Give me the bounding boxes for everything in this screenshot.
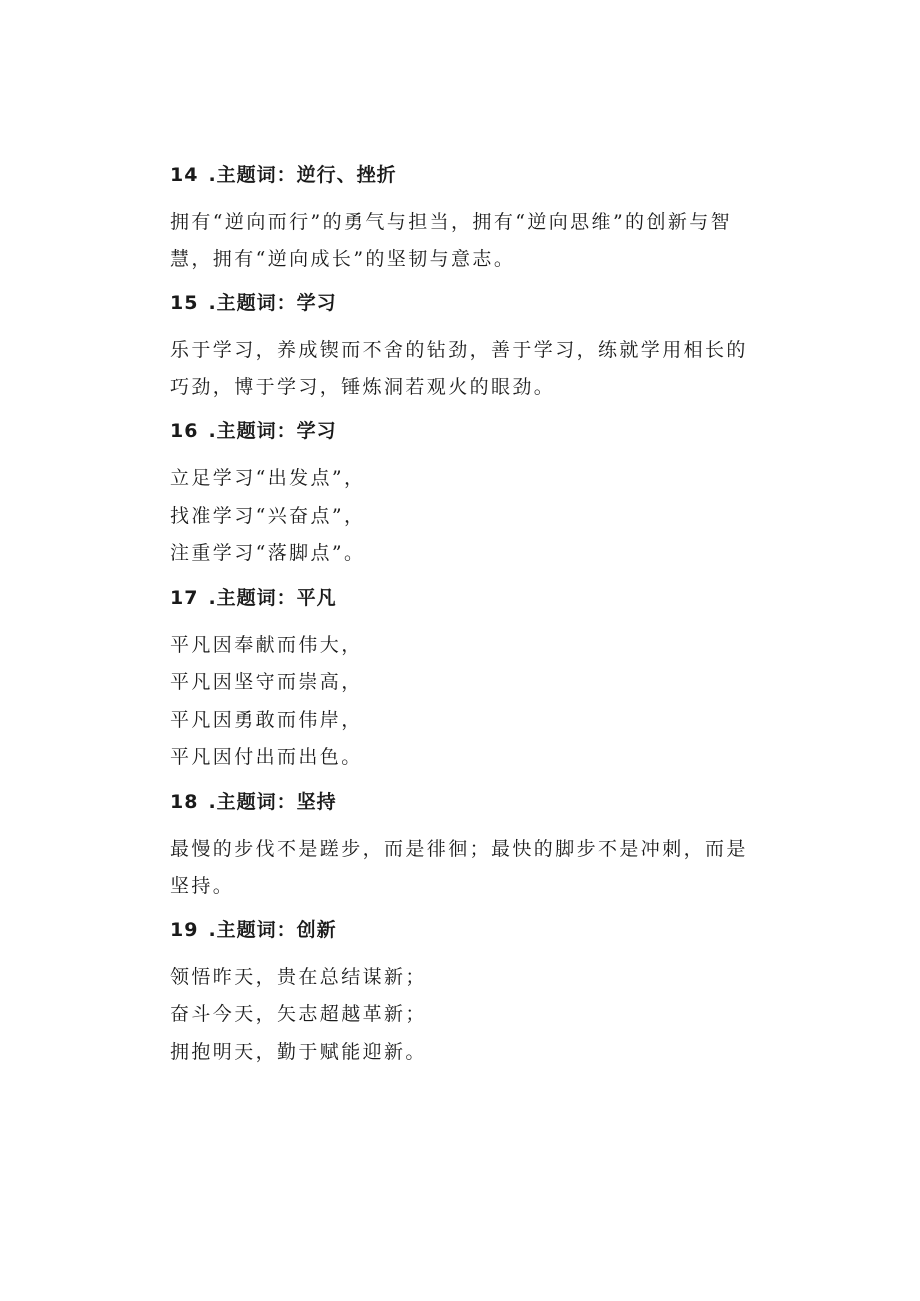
section-title: .主题词：平凡 bbox=[208, 586, 337, 609]
section-number: 15 bbox=[170, 292, 199, 314]
section-line: 平凡因奉献而伟大， bbox=[170, 633, 363, 656]
section-paragraph-18: 最慢的步伐不是蹉步，而是徘徊；最快的脚步不是冲刺，而是坚持。 bbox=[170, 837, 748, 897]
section-paragraph-14: 拥有“逆向而行”的勇气与担当，拥有“逆向思维”的创新与智慧，拥有“逆向成长”的坚韧与意志。 bbox=[170, 211, 733, 270]
section-lines-16 bbox=[170, 460, 760, 573]
section-line: 立足学习“出发点”， bbox=[170, 467, 366, 489]
section-heading-14 bbox=[170, 160, 760, 190]
section-title: .主题词：学习 bbox=[208, 292, 337, 314]
section-heading-19 bbox=[170, 915, 760, 945]
section-line: 找准学习“兴奋点”， bbox=[170, 504, 366, 527]
section-line: 平凡因勇敢而伟岸， bbox=[170, 708, 363, 731]
section-line: 平凡因付出而出色。 bbox=[170, 746, 363, 768]
section-number: 17 bbox=[170, 586, 199, 609]
section-number: 16 bbox=[170, 420, 199, 442]
section-lines-17 bbox=[170, 627, 760, 777]
section-number: 18 bbox=[170, 790, 199, 813]
section-title: .主题词：学习 bbox=[208, 420, 337, 442]
section-title: .主题词：坚持 bbox=[208, 790, 337, 813]
section-line: 奋斗今天，矢志超越革新； bbox=[170, 1003, 427, 1025]
document-body bbox=[170, 160, 760, 1081]
section-lines-19 bbox=[170, 959, 760, 1072]
section-line: 注重学习“落脚点”。 bbox=[170, 542, 366, 564]
section-number: 14 bbox=[170, 164, 199, 186]
section-paragraph-15: 乐于学习，养成锲而不舍的钻劲，善于学习，练就学用相长的巧劲，博于学习，锤炼洞若观火的眼劲。 bbox=[170, 339, 748, 398]
section-number: 19 bbox=[170, 918, 199, 941]
section-heading-15 bbox=[170, 288, 760, 318]
section-heading-16 bbox=[170, 416, 760, 446]
section-heading-17 bbox=[170, 583, 760, 613]
section-title: .主题词：逆行、挫折 bbox=[208, 164, 397, 186]
section-line: 拥抱明天，勤于赋能迎新。 bbox=[170, 1040, 427, 1063]
section-title: .主题词：创新 bbox=[208, 918, 337, 941]
section-line: 平凡因坚守而崇高， bbox=[170, 671, 363, 693]
section-heading-18 bbox=[170, 787, 760, 817]
section-line: 领悟昨天，贵在总结谋新； bbox=[170, 965, 427, 988]
